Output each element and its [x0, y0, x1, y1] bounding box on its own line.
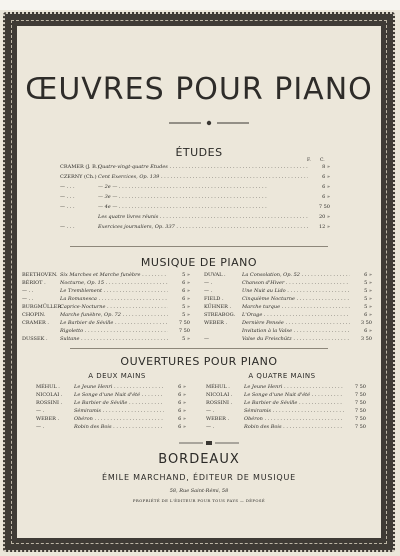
catalog-entry — [204, 296, 372, 303]
entry-composer: — . — [204, 288, 213, 294]
catalog-entry — [206, 400, 366, 407]
entry-title: Le Jeune Henri . . . — [244, 384, 344, 391]
catalog-entry — [206, 392, 366, 399]
catalog-entry — [22, 328, 190, 335]
section-divider — [70, 348, 328, 349]
entry-title: Une Nuit au Lido . . . — [242, 288, 350, 295]
deux-mains-subheading: A DEUX MAINS — [88, 372, 146, 380]
entry-composer: DUSSEK . — [22, 336, 48, 342]
entry-composer: CZERNY (Ch.) — [60, 174, 97, 180]
entry-composer: — . — [36, 408, 45, 414]
entry-composer: FIELD . — [204, 296, 224, 302]
entry-composer: BÉRIOT . — [22, 280, 46, 286]
entry-title: Sémiramis . . . — [244, 408, 344, 415]
entry-price: 6 » — [182, 288, 190, 294]
catalog-entry — [206, 408, 366, 415]
entry-title: La Romanesca . . . — [60, 296, 168, 303]
entry-composer: — . . . — [60, 184, 75, 190]
entry-title: Robin des Bois . . . — [74, 424, 164, 431]
entry-composer: CRAMER (J. B.) — [60, 164, 100, 170]
catalog-entry — [60, 224, 330, 231]
ornament-divider-icon — [169, 440, 249, 446]
entry-composer: NICOLAI . — [206, 392, 233, 398]
entry-composer: DUVAL . — [204, 272, 226, 278]
entry-composer: MÉHUL . — [36, 384, 60, 390]
catalog-entry — [204, 304, 372, 311]
entry-composer: ROSSINI . — [206, 400, 233, 406]
entry-title: Le Jeune Henri . . . — [74, 384, 164, 391]
catalog-entry — [36, 392, 186, 399]
entry-composer — [22, 328, 60, 335]
entry-title: L'Orage . . . — [242, 312, 350, 319]
entry-price: 7 50 — [318, 204, 330, 210]
entry-composer — [60, 214, 98, 221]
entry-title: Marche funèbre, Op. 72 . . . — [60, 312, 168, 319]
entry-price: 7 50 — [178, 328, 190, 334]
entry-price: 5 » — [182, 336, 190, 342]
entry-title: Le Songe d'une Nuit d'été . . . — [244, 392, 344, 399]
publisher-name: ÉMILE MARCHAND, ÉDITEUR DE MUSIQUE — [101, 473, 297, 482]
entry-title: Six Marches et Marche funèbre . . . — [60, 272, 168, 279]
entry-price: 6 » — [364, 312, 372, 318]
entry-composer: CRAMER . — [22, 320, 49, 326]
entry-composer: — — [204, 336, 209, 342]
entry-title: — 3e — . . . — [98, 194, 308, 201]
entry-price: 6 » — [364, 272, 372, 278]
entry-title: Obéron . . . — [74, 416, 164, 423]
catalog-entry — [204, 336, 372, 343]
entry-price: 7 50 — [354, 408, 366, 414]
entry-price: 20 » — [318, 214, 330, 220]
entry-title: Dernière Pensée . . . — [242, 320, 350, 327]
entry-composer — [204, 328, 242, 335]
catalog-entry — [204, 288, 372, 295]
entry-title: Exercices journaliers, Op. 337 . . . — [98, 224, 308, 231]
price-header-centimes: C. — [320, 158, 325, 163]
catalog-entry — [22, 304, 190, 311]
entry-composer: KÜHNER . — [204, 304, 232, 310]
entry-price: 5 » — [182, 272, 190, 278]
entry-price: 6 » — [178, 416, 186, 422]
entry-title: Le Barbier de Séville . . . — [244, 400, 344, 407]
entry-price: 8 » — [322, 164, 330, 170]
top-paper-edge — [0, 0, 400, 10]
catalog-entry — [22, 288, 190, 295]
entry-composer: MÉHUL . — [206, 384, 230, 390]
entry-title: — 2e — . . . — [98, 184, 308, 191]
catalog-entry — [60, 174, 330, 181]
catalog-entry — [22, 272, 190, 279]
entry-composer: CHOPIN. — [22, 312, 46, 318]
entry-composer: — . . . — [60, 224, 75, 230]
catalog-entry — [60, 194, 330, 201]
entry-title: Chanson d'Hiver . . . — [242, 280, 350, 287]
entry-composer: — . . . — [60, 204, 75, 210]
entry-price: 6 » — [322, 184, 330, 190]
catalog-entry — [60, 204, 330, 211]
entry-price: 6 » — [364, 328, 372, 334]
entry-price: 3 50 — [360, 336, 372, 342]
cover-content — [22, 30, 376, 536]
entry-title: — 4e — . . . — [98, 204, 308, 211]
etudes-heading: ÉTUDES — [175, 146, 223, 159]
entry-price: 7 50 — [354, 384, 366, 390]
catalog-entry — [36, 400, 186, 407]
entry-composer: — . — [206, 408, 215, 414]
section-divider — [70, 246, 328, 247]
entry-title: Robin des Bois . . . — [244, 424, 344, 431]
catalog-entry — [36, 416, 186, 423]
entry-composer: — . . — [22, 296, 34, 302]
entry-title: Le Barbier de Séville . . . — [74, 400, 164, 407]
entry-price: 6 » — [322, 194, 330, 200]
publisher-city: BORDEAUX — [158, 452, 240, 467]
catalog-entry — [60, 214, 330, 221]
entry-price: 6 » — [178, 384, 186, 390]
catalog-entry — [22, 296, 190, 303]
catalog-entry — [60, 184, 330, 191]
page-title: ŒUVRES POUR PIANO — [25, 72, 373, 107]
entry-price: 12 » — [318, 224, 330, 230]
entry-price: 7 50 — [354, 424, 366, 430]
entry-price: 7 50 — [354, 392, 366, 398]
entry-title: Sémiramis . . . — [74, 408, 164, 415]
entry-composer: STREABOG. — [204, 312, 236, 318]
ornament-divider-icon — [169, 120, 249, 126]
entry-composer: BURGMÜLLER. — [22, 304, 63, 310]
entry-price: 5 » — [364, 304, 372, 310]
catalog-entry — [22, 280, 190, 287]
entry-price: 5 » — [364, 296, 372, 302]
catalog-entry — [204, 328, 372, 335]
entry-composer: — . — [36, 424, 45, 430]
legal-notice: PROPRIÉTÉ DE L'ÉDITEUR POUR TOUS PAYS — DÉPOSÉ — [132, 498, 266, 503]
catalog-entry — [204, 272, 372, 279]
entry-composer: — . — [206, 424, 215, 430]
entry-price: 6 » — [182, 280, 190, 286]
entry-title: Caprice-Nocturne . . . — [60, 304, 168, 311]
catalog-entry — [206, 416, 366, 423]
entry-price: 6 » — [178, 392, 186, 398]
entry-title: Le Songe d'une Nuit d'été . . . — [74, 392, 164, 399]
catalog-entry — [204, 312, 372, 319]
entry-price: 5 » — [182, 304, 190, 310]
catalog-entry — [22, 312, 190, 319]
entry-composer: — . — [204, 280, 213, 286]
catalog-entry — [22, 320, 190, 327]
entry-title: Marche turque . . . — [242, 304, 350, 311]
catalog-entry — [36, 384, 186, 391]
entry-price: 7 50 — [178, 320, 190, 326]
catalog-entry — [60, 164, 330, 171]
entry-price: 6 » — [178, 400, 186, 406]
catalog-entry — [206, 424, 366, 431]
entry-price: 7 50 — [354, 416, 366, 422]
entry-title: Quatre-vingt-quatre Études . . . — [98, 164, 308, 171]
entry-title: Sultane . . . — [60, 336, 168, 343]
entry-title: Le Tremblement . . . — [60, 288, 168, 295]
entry-title: Cinquième Nocturne . . . — [242, 296, 350, 303]
entry-title: Valse du Freischütz . . . — [242, 336, 350, 343]
quatre-mains-subheading: A QUATRE MAINS — [248, 372, 316, 380]
entry-composer: WEBER . — [36, 416, 60, 422]
entry-title: Rigoletto . . . — [60, 328, 168, 335]
catalog-entry — [22, 336, 190, 343]
entry-price: 5 » — [364, 288, 372, 294]
entry-price: 6 » — [322, 174, 330, 180]
catalog-entry — [204, 280, 372, 287]
entry-price: 5 » — [182, 312, 190, 318]
entry-title: Cent Exercices, Op. 139 . . . — [98, 174, 308, 181]
entry-price: 6 » — [178, 408, 186, 414]
entry-price: 6 » — [178, 424, 186, 430]
entry-title: Nocturne, Op. 15 . . . — [60, 280, 168, 287]
entry-composer: ROSSINI . — [36, 400, 63, 406]
entry-composer: — . . — [22, 288, 34, 294]
entry-price: 7 50 — [354, 400, 366, 406]
musique-heading: MUSIQUE DE PIANO — [140, 256, 258, 269]
entry-price: 5 » — [364, 280, 372, 286]
catalog-entry — [36, 408, 186, 415]
entry-title: Les quatre livres réunis . . . — [98, 214, 308, 221]
entry-composer: BEETHOVEN. — [22, 272, 58, 278]
entry-composer: WEBER . — [204, 320, 228, 326]
entry-composer: WEBER . — [206, 416, 230, 422]
catalog-entry — [206, 384, 366, 391]
entry-price: 3 50 — [360, 320, 372, 326]
entry-composer: NICOLAI . — [36, 392, 63, 398]
entry-title: Invitation à la Valse . . . — [242, 328, 350, 335]
catalog-entry — [36, 424, 186, 431]
entry-price: 6 » — [182, 296, 190, 302]
entry-title: La Consolation, Op. 52 . . . — [242, 272, 350, 279]
ouvertures-heading: OUVERTURES POUR PIANO — [120, 355, 278, 368]
entry-composer: — . . . — [60, 194, 75, 200]
entry-title: Obéron . . . — [244, 416, 344, 423]
publisher-address: 58, Rue Saint-Rémi, 58 — [169, 488, 229, 494]
entry-title: Le Barbier de Séville . . . — [60, 320, 168, 327]
catalog-entry — [204, 320, 372, 327]
price-header-francs: F. — [307, 158, 311, 163]
